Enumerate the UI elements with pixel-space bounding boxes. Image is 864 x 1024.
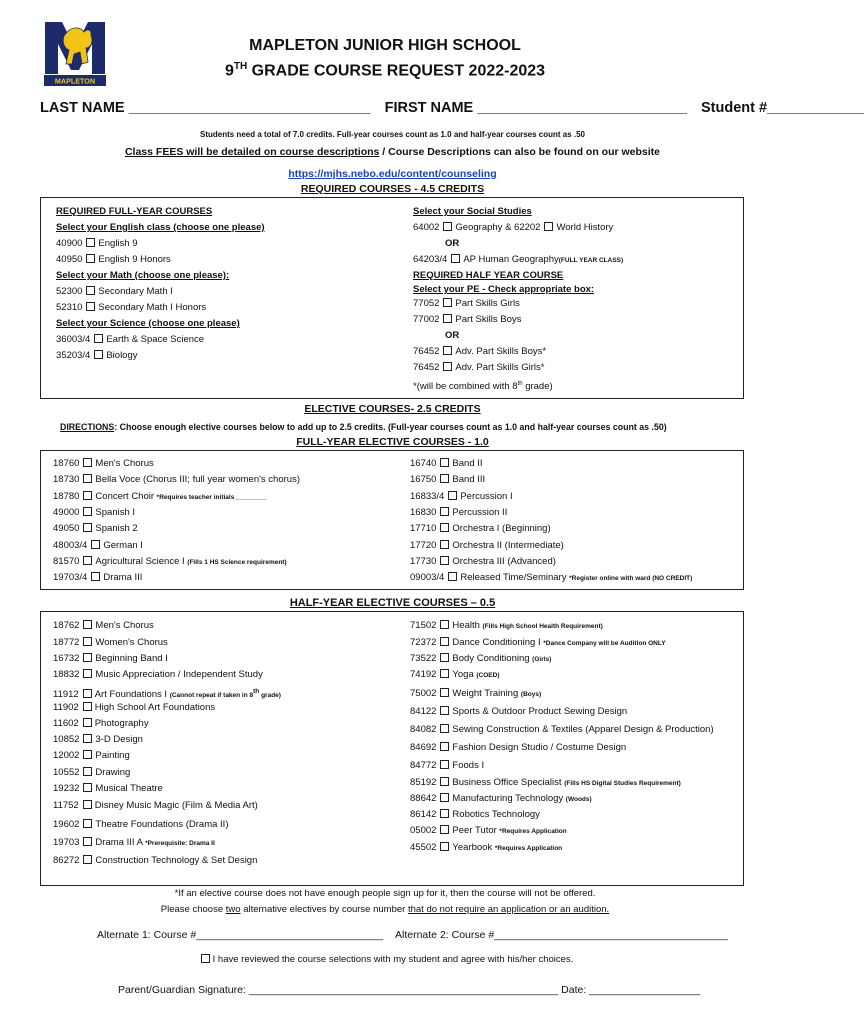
course-checkbox[interactable]: [440, 842, 449, 851]
agreement-text: I have reviewed the course selections with my student and agree with his/her choices.: [212, 954, 574, 965]
course-option: [410, 523, 551, 535]
course-name: Foods I: [452, 760, 485, 771]
course-name: German I: [103, 540, 143, 551]
website-link[interactable]: https://mjhs.nebo.edu/content/counseling: [288, 168, 497, 180]
course-code: 76452: [413, 346, 440, 357]
course-name: Percussion II: [452, 507, 508, 518]
course-code: 17710: [410, 523, 437, 534]
section-label: Select your Science (choose one please): [56, 318, 240, 329]
course-name: Drama III: [103, 572, 143, 583]
course-code: 18760: [53, 458, 80, 469]
course-option: [413, 298, 520, 310]
course-code: 88642: [410, 793, 437, 804]
course-note: (FULL YEAR CLASS): [558, 257, 624, 264]
full-year-electives-box: [40, 450, 744, 590]
course-note: *Requires Application: [494, 845, 563, 852]
course-name: Disney Music Magic (Film & Media Art): [94, 800, 258, 811]
course-code: 85192: [410, 777, 437, 788]
course-note: *Prerequisite: Drama II: [145, 840, 215, 847]
course-code: 52310: [56, 302, 83, 313]
alternate-2-field[interactable]: Alternate 2: Course #________________________________________: [395, 929, 728, 941]
course-checkbox[interactable]: [440, 760, 449, 769]
course-name: Fashion Design Studio / Costume Design: [452, 742, 627, 753]
course-option: [53, 653, 168, 665]
course-checkbox[interactable]: [83, 637, 92, 646]
page-subtitle: 9TH GRADE COURSE REQUEST 2022-2023: [224, 61, 546, 80]
course-name: Percussion I: [460, 491, 513, 502]
course-name: Orchestra III (Advanced): [452, 556, 556, 567]
course-checkbox[interactable]: [443, 222, 452, 231]
course-option: [410, 474, 485, 486]
course-option: [56, 302, 206, 314]
course-checkbox[interactable]: [440, 793, 449, 802]
course-checkbox[interactable]: [443, 346, 452, 355]
note-text-part: *(will be combined with 8: [413, 381, 518, 393]
course-option: [410, 688, 541, 701]
course-checkbox[interactable]: [83, 702, 92, 711]
course-code: 19703: [53, 837, 80, 848]
course-name: Sports & Outdoor Product Sewing Design: [452, 706, 628, 717]
course-option: [410, 491, 513, 503]
course-option: [413, 254, 623, 267]
course-name: Orchestra I (Beginning): [452, 523, 551, 534]
course-checkbox[interactable]: [83, 800, 92, 809]
course-option: [410, 760, 484, 772]
course-checkbox[interactable]: [86, 254, 95, 263]
course-option: [410, 669, 500, 682]
course-name: Spanish 2: [95, 523, 138, 534]
elective-directions: DIRECTIONS: Choose enough elective courses below to add up to 2.5 credits. (Full-year courses count as 1.0 and half-year courses count as .50): [60, 422, 667, 432]
course-name: Sewing Construction & Textiles (Apparel Design & Production): [452, 724, 714, 735]
or-label: OR: [445, 330, 460, 341]
course-name: English 9 Honors: [98, 254, 171, 265]
alternates-instruction: Please choose two alternative electives by course number that do not require an application or an audition.: [160, 904, 610, 915]
half-year-electives-heading: HALF-YEAR ELECTIVE COURSES – 0.5: [289, 597, 496, 609]
course-option: [410, 540, 564, 552]
course-name: Robotics Technology: [452, 809, 540, 820]
course-name: Band II: [452, 458, 483, 469]
course-checkbox[interactable]: [440, 669, 449, 678]
course-checkbox[interactable]: [440, 540, 449, 549]
course-option: [56, 286, 173, 298]
course-checkbox[interactable]: [83, 507, 92, 516]
course-code: 36003/4: [56, 334, 91, 345]
section-label: Select your English class (choose one please): [56, 222, 265, 233]
superscript: th: [517, 381, 523, 387]
course-option: [53, 572, 142, 584]
course-option: [413, 222, 613, 234]
course-code: 11902: [53, 702, 79, 713]
course-checkbox[interactable]: [443, 362, 452, 371]
course-name: Adv. Part Skills Boys*: [455, 346, 547, 357]
course-checkbox[interactable]: [443, 314, 452, 323]
website-link-row: [40, 164, 745, 182]
course-checkbox[interactable]: [83, 750, 92, 759]
course-name: Yearbook: [452, 842, 495, 853]
course-code: 84122: [410, 706, 437, 717]
section-label: Select your Math (choose one please):: [56, 270, 230, 281]
course-code: 86142: [410, 809, 437, 820]
course-checkbox[interactable]: [544, 222, 553, 231]
course-option: [410, 842, 562, 855]
course-option: [53, 702, 215, 714]
course-code: 84772: [410, 760, 437, 771]
course-checkbox[interactable]: [440, 809, 449, 818]
course-code: 19232: [53, 783, 80, 794]
or-label: OR: [445, 238, 460, 249]
course-checkbox[interactable]: [83, 837, 92, 846]
course-name: Part Skills Boys: [455, 314, 522, 325]
course-option: [56, 334, 204, 346]
course-name: Orchestra II (Intermediate): [452, 540, 564, 551]
course-checkbox[interactable]: [440, 706, 449, 715]
course-option: [53, 556, 287, 569]
course-code: 77002: [413, 314, 440, 325]
course-option: [410, 620, 603, 633]
course-code: 81570: [53, 556, 80, 567]
superscript: th: [253, 688, 260, 695]
note-text: [413, 378, 553, 393]
course-option: [53, 491, 267, 504]
course-code: 16740: [410, 458, 437, 469]
section-label: Select your PE - Check appropriate box:: [413, 284, 595, 295]
course-checkbox[interactable]: [440, 637, 449, 646]
course-code: 40900: [56, 238, 83, 249]
course-name: Manufacturing Technology: [452, 793, 566, 804]
course-checkbox[interactable]: [440, 523, 449, 532]
course-option: [410, 777, 681, 790]
course-checkbox[interactable]: [83, 689, 92, 698]
course-name: Weight Training: [452, 688, 521, 699]
course-code: 19602: [53, 819, 80, 830]
course-checkbox[interactable]: [94, 334, 103, 343]
course-code: 48003/4: [53, 540, 88, 551]
course-option: [53, 474, 300, 486]
course-code: 18780: [53, 491, 80, 502]
course-code: 16750: [410, 474, 437, 485]
course-name: Dance Conditioning I: [452, 637, 544, 648]
page-title: MAPLETON JUNIOR HIGH SCHOOL: [249, 37, 521, 54]
first-name-field[interactable]: FIRST NAME __________________________: [384, 100, 687, 116]
course-code: 76452: [413, 362, 440, 373]
course-code: 75002: [410, 688, 437, 699]
course-code: 16732: [53, 653, 80, 664]
course-checkbox[interactable]: [83, 734, 92, 743]
course-note: *Register online with ward (NO CREDIT): [569, 575, 693, 582]
course-code: 17720: [410, 540, 437, 551]
course-code: 84082: [410, 724, 437, 735]
course-code: 49050: [53, 523, 80, 534]
course-option: [410, 556, 556, 568]
last-name-field[interactable]: LAST NAME ______________________________: [40, 100, 371, 116]
course-name: Health: [452, 620, 483, 631]
course-name: Women's Chorus: [95, 637, 168, 648]
course-checkbox[interactable]: [83, 819, 92, 828]
course-code: 73522: [410, 653, 437, 664]
section-label: Select your Social Studies: [413, 206, 532, 217]
agreement-checkbox[interactable]: [201, 954, 210, 963]
course-code: 74192: [410, 669, 437, 680]
course-checkbox[interactable]: [440, 653, 449, 662]
agreement-row: [0, 954, 770, 965]
course-checkbox[interactable]: [83, 474, 92, 483]
course-code: 40950: [56, 254, 83, 265]
course-name: Secondary Math I: [98, 286, 173, 297]
course-option: [410, 825, 567, 838]
course-code: 11912: [53, 689, 79, 701]
course-checkbox[interactable]: [83, 491, 92, 500]
course-note: *Requires Application: [499, 828, 567, 835]
fees-note: Class FEES will be detailed on course descriptions / Course Descriptions can also be found on our website: [124, 146, 661, 158]
course-name: Photography: [94, 718, 149, 729]
course-name: AP Human Geography: [463, 254, 559, 265]
course-option: [410, 809, 540, 821]
course-code: 35203/4: [56, 350, 91, 361]
course-checkbox[interactable]: [91, 572, 100, 581]
course-option: [53, 540, 143, 552]
course-note: (Girls): [532, 656, 552, 663]
course-option: [410, 742, 626, 754]
course-code: 72372: [410, 637, 437, 648]
course-checkbox[interactable]: [83, 718, 92, 727]
course-checkbox[interactable]: [83, 523, 92, 532]
course-name: Concert Choir: [95, 491, 157, 502]
course-option: [53, 837, 215, 850]
course-checkbox[interactable]: [440, 458, 449, 467]
course-name: Geography & 62202: [455, 222, 541, 233]
course-option: [53, 750, 130, 762]
course-code: 10552: [53, 767, 80, 778]
course-name: Men's Chorus: [95, 458, 154, 469]
course-note: (Woods): [565, 796, 592, 803]
course-name: World History: [556, 222, 614, 233]
course-checkbox[interactable]: [440, 825, 449, 834]
course-code: 11752: [53, 800, 79, 811]
course-name: Part Skills Girls: [455, 298, 520, 309]
signature-line[interactable]: Parent/Guardian Signature: _____________________________________________________ Date: ___________________: [118, 984, 701, 996]
name-line: [40, 100, 864, 116]
course-code: 49000: [53, 507, 80, 518]
course-code: 09003/4: [410, 572, 445, 583]
course-checkbox[interactable]: [440, 777, 449, 786]
course-option: [53, 734, 143, 746]
course-checkbox[interactable]: [91, 540, 100, 549]
course-name: Released Time/Seminary: [460, 572, 570, 583]
course-checkbox[interactable]: [94, 350, 103, 359]
course-name: Musical Theatre: [95, 783, 163, 794]
course-note: *Dance Company will be Audition ONLY: [543, 640, 666, 647]
course-name: Art Foundations I: [94, 689, 170, 701]
course-option: [410, 507, 507, 519]
course-name: Adv. Part Skills Girls*: [455, 362, 545, 373]
course-name: Yoga: [452, 669, 477, 680]
course-name: Music Appreciation / Independent Study: [95, 669, 263, 680]
course-code: 84692: [410, 742, 437, 753]
course-checkbox[interactable]: [83, 767, 92, 776]
course-option: [410, 458, 483, 470]
course-name: 3-D Design: [95, 734, 143, 745]
credits-note: Students need a total of 7.0 credits. Full-year courses count as 1.0 and half-year courses count as .50: [199, 130, 585, 139]
course-code: 77052: [413, 298, 440, 309]
school-logo: [42, 18, 108, 88]
course-code: 52300: [56, 286, 83, 297]
course-checkbox[interactable]: [83, 783, 92, 792]
course-checkbox[interactable]: [86, 286, 95, 295]
course-name: English 9: [98, 238, 138, 249]
course-name: Agricultural Science I: [95, 556, 188, 567]
course-option: [53, 523, 138, 535]
course-option: [410, 706, 627, 718]
course-name: Bella Voce (Chorus III; full year women's chorus): [95, 474, 300, 485]
course-option: [410, 572, 692, 585]
course-checkbox[interactable]: [83, 669, 92, 678]
course-option: [410, 653, 551, 666]
course-checkbox[interactable]: [83, 556, 92, 565]
course-option: [53, 507, 135, 519]
course-option: [53, 620, 154, 632]
course-option: [53, 783, 163, 795]
course-checkbox[interactable]: [83, 855, 92, 864]
course-name: Theatre Foundations (Drama II): [95, 819, 229, 830]
course-checkbox[interactable]: [448, 572, 457, 581]
course-code: 12002: [53, 750, 80, 761]
full-year-electives-heading: FULL-YEAR ELECTIVE COURSES - 1.0: [296, 436, 489, 448]
course-checkbox[interactable]: [86, 302, 95, 311]
course-checkbox[interactable]: [440, 724, 449, 733]
course-name: High School Art Foundations: [94, 702, 216, 713]
alternate-1-field[interactable]: Alternate 1: Course #________________________________: [97, 929, 384, 941]
course-checkbox[interactable]: [451, 254, 460, 263]
course-note: (Cannot repeat if taken in 8: [169, 692, 254, 700]
course-code: 86272: [53, 855, 80, 866]
course-note: grade): [259, 692, 281, 700]
course-name: Drawing: [95, 767, 131, 778]
course-note: (Fills High School Health Requirement): [482, 623, 603, 630]
course-option: [410, 793, 592, 806]
course-option: [410, 637, 666, 650]
course-option: [53, 458, 154, 470]
course-option: [53, 800, 258, 812]
course-code: 19703/4: [53, 572, 88, 583]
course-checkbox[interactable]: [440, 742, 449, 751]
course-name: Men's Chorus: [95, 620, 154, 631]
course-option: [56, 254, 171, 266]
course-checkbox[interactable]: [440, 507, 449, 516]
course-code: 18730: [53, 474, 80, 485]
course-name: Earth & Space Science: [106, 334, 205, 345]
course-checkbox[interactable]: [440, 474, 449, 483]
section-label: REQUIRED HALF YEAR COURSE: [413, 270, 564, 281]
course-option: [53, 855, 257, 867]
course-option: [413, 314, 521, 326]
course-checkbox[interactable]: [83, 620, 92, 629]
course-code: 16833/4: [410, 491, 445, 502]
course-checkbox[interactable]: [83, 458, 92, 467]
course-option: [53, 767, 130, 779]
course-option: [410, 724, 714, 736]
course-code: 11602: [53, 718, 79, 729]
course-option: [53, 637, 168, 649]
course-code: 18762: [53, 620, 80, 631]
course-note: *Requires teacher initials_________: [156, 494, 267, 501]
elective-courses-heading: ELECTIVE COURSES- 2.5 CREDITS: [304, 403, 481, 415]
course-note: (Boys): [520, 691, 542, 698]
course-code: 18832: [53, 669, 80, 680]
svg-text:MAPLETON: MAPLETON: [54, 76, 96, 86]
course-checkbox[interactable]: [443, 298, 452, 307]
course-code: 45502: [410, 842, 437, 853]
course-option: [53, 718, 149, 730]
student-number-field[interactable]: Student #____________: [700, 100, 864, 116]
course-name: Band III: [452, 474, 486, 485]
course-checkbox[interactable]: [83, 653, 92, 662]
course-option: [413, 346, 546, 358]
course-checkbox[interactable]: [86, 238, 95, 247]
course-option: [53, 686, 281, 702]
course-name: Body Conditioning: [452, 653, 533, 664]
course-option: [56, 238, 138, 250]
course-note: (COED): [476, 672, 500, 679]
course-name: Drama III A: [95, 837, 146, 848]
course-checkbox[interactable]: [440, 556, 449, 565]
course-option: [53, 669, 263, 681]
course-name: Painting: [95, 750, 130, 761]
course-option: [413, 362, 544, 374]
course-code: 05002: [410, 825, 437, 836]
course-name: Secondary Math I Honors: [98, 302, 207, 313]
course-name: Spanish I: [95, 507, 136, 518]
course-code: 10852: [53, 734, 80, 745]
course-code: 17730: [410, 556, 437, 567]
course-code: 64002: [413, 222, 440, 233]
course-checkbox[interactable]: [448, 491, 457, 500]
course-name: Beginning Band I: [95, 653, 168, 664]
course-name: Biology: [106, 350, 138, 361]
course-note: (Fills HS Digital Studies Requirement): [564, 780, 681, 787]
course-code: 18772: [53, 637, 80, 648]
section-label: REQUIRED FULL-YEAR COURSES: [56, 206, 213, 217]
course-code: 64203/4: [413, 254, 448, 265]
note-text-part: grade): [522, 381, 553, 393]
footer-note: *If an elective course does not have enough people sign up for it, then the course will not be offered.: [174, 888, 596, 899]
required-courses-heading: REQUIRED COURSES - 4.5 CREDITS: [300, 183, 485, 195]
course-note: (Fills 1 HS Science requirement): [187, 559, 287, 566]
course-name: Construction Technology & Set Design: [95, 855, 258, 866]
course-checkbox[interactable]: [440, 688, 449, 697]
course-checkbox[interactable]: [440, 620, 449, 629]
course-name: Peer Tutor: [452, 825, 500, 836]
course-code: 71502: [410, 620, 437, 631]
course-name: Business Office Specialist: [452, 777, 565, 788]
course-code: 16830: [410, 507, 437, 518]
course-option: [53, 819, 228, 831]
course-option: [56, 350, 138, 362]
